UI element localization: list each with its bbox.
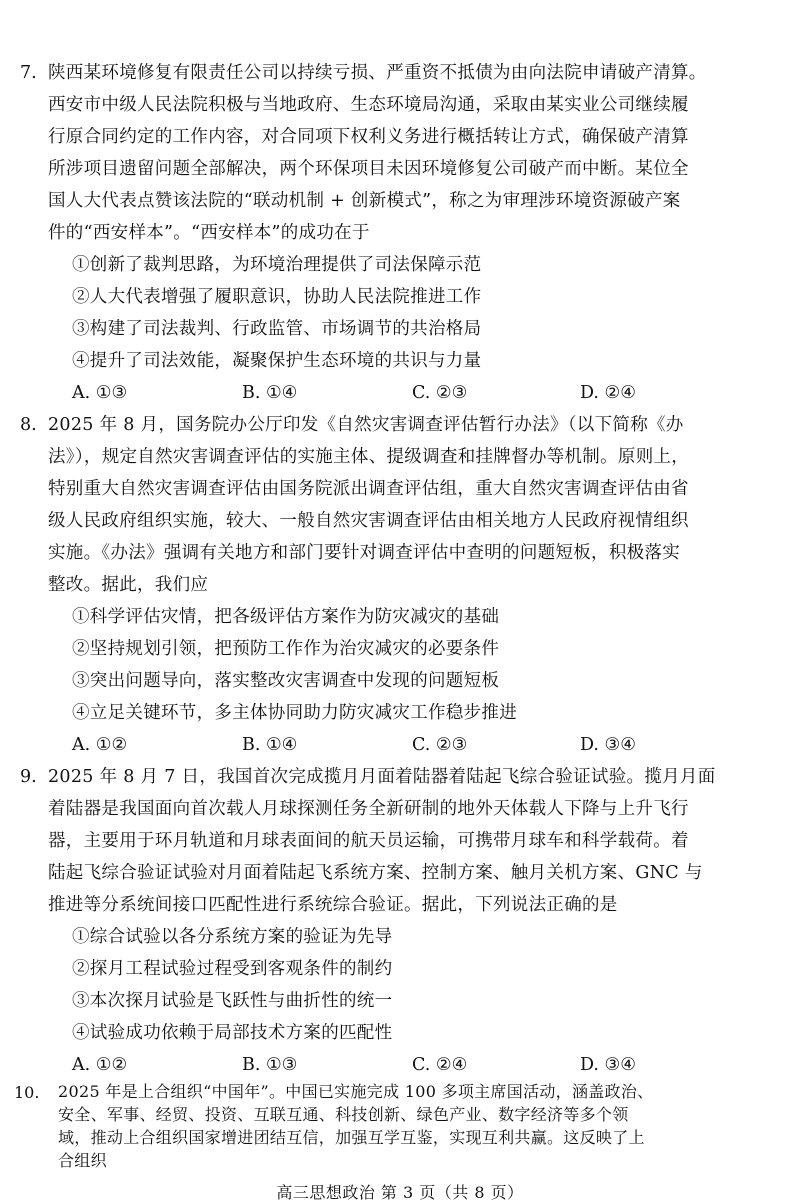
statement: ②探月工程试验过程受到客观条件的制约 xyxy=(72,959,393,979)
option-c: C. ②③ xyxy=(412,735,468,755)
answer-options xyxy=(72,1055,772,1075)
stem-line: 级人民政府组织实施，较大、一般自然灾害调查评估由相关地方人民政府视情组织 xyxy=(48,511,689,531)
stem-line: 陕西某环境修复有限责任公司以持续亏损、严重资不抵债为由向法院申请破产清算。 xyxy=(48,63,707,83)
stem-line: 西安市中级人民法院积极与当地政府、生态环境局沟通，采取由某实业公司继续履 xyxy=(48,95,689,115)
option-d: D. ③④ xyxy=(580,1055,636,1075)
statement: ④提升了司法效能，凝聚保护生态环境的共识与力量 xyxy=(72,351,482,371)
stem-line: 法》），规定自然灾害调查评估的实施主体、提级调查和挂牌督办等机制。原则上， xyxy=(48,447,690,467)
statement: ③本次探月试验是飞跃性与曲折性的统一 xyxy=(72,991,393,1011)
answer-options xyxy=(72,383,772,403)
option-a: A. ①② xyxy=(72,1055,128,1075)
statement: ①科学评估灾情，把各级评估方案作为防灾减灾的基础 xyxy=(72,607,500,627)
statement: ①创新了裁判思路，为环境治理提供了司法保障示范 xyxy=(72,255,482,275)
option-d: D. ②④ xyxy=(580,383,636,403)
statement: ③突出问题导向，落实整改灾害调查中发现的问题短板 xyxy=(72,671,500,691)
stem-line: 2025 年 8 月，国务院办公厅印发《自然灾害调查评估暂行办法》（以下简称《办 xyxy=(48,415,684,435)
stem-line: 器，主要用于环月轨道和月球表面间的航天员运输，可携带月球车和科学载荷。着 xyxy=(48,831,689,851)
answer-options xyxy=(72,735,772,755)
stem-line: 推进等分系统间接口匹配性进行系统综合验证。据此，下列说法正确的是 xyxy=(48,895,618,915)
option-b: B. ①④ xyxy=(242,735,298,755)
stem-line: 国人大代表点赞该法院的“联动机制 + 创新模式”，称之为审理涉环境资源破产案 xyxy=(48,191,681,211)
stem-line: 行原合同约定的工作内容，对合同项下权利义务进行概括转让方式，确保破产清算 xyxy=(48,127,689,147)
question-number: 8. xyxy=(20,415,37,435)
option-a: A. ①③ xyxy=(72,383,128,403)
stem-line: 安全、军事、经贸、投资、互联互通、科技创新、绿色产业、数字经济等多个领 xyxy=(58,1105,629,1124)
stem-line: 2025 年是上合组织“中国年”。中国已实施完成 100 多项主席国活动，涵盖政治、 xyxy=(58,1082,654,1101)
statement: ④立足关键环节，多主体协同助力防灾减灾工作稳步推进 xyxy=(72,703,517,723)
option-a: A. ①② xyxy=(72,735,128,755)
statement: ②人大代表增强了履职意识，协助人民法院推进工作 xyxy=(72,287,482,307)
stem-line: 陆起飞综合验证试验对月面着陆起飞系统方案、控制方案、触月关机方案、GNC 与 xyxy=(48,863,703,883)
stem-line: 特别重大自然灾害调查评估由国务院派出调查评估组，重大自然灾害调查评估由省 xyxy=(48,479,689,499)
stem-line: 着陆器是我国面向首次载人月球探测任务全新研制的地外天体载人下降与上升飞行 xyxy=(48,799,689,819)
stem-line: 件的“西安样本”。“西安样本”的成功在于 xyxy=(48,223,370,243)
option-c: C. ②④ xyxy=(412,1055,468,1075)
option-b: B. ①④ xyxy=(242,383,298,403)
option-b: B. ①③ xyxy=(242,1055,298,1075)
stem-line: 2025 年 8 月 7 日，我国首次完成揽月月面着陆器着陆起飞综合验证试验。揽月月面 xyxy=(48,767,716,787)
stem-line: 合组织 xyxy=(58,1151,107,1170)
page-footer: 高三思想政治 第 3 页（共 8 页） xyxy=(276,1183,524,1202)
option-d: D. ③④ xyxy=(580,735,636,755)
statement: ②坚持规划引领，把预防工作作为治灾减灾的必要条件 xyxy=(72,639,500,659)
statement: ①综合试验以各分系统方案的验证为先导 xyxy=(72,927,393,947)
question-number: 7. xyxy=(20,63,37,83)
statement: ③构建了司法裁判、行政监管、市场调节的共治格局 xyxy=(72,319,482,339)
stem-line: 域，推动上合组织国家增进团结互信，加强互学互鉴，实现互利共赢。这反映了上 xyxy=(58,1128,645,1147)
question-number: 10. xyxy=(14,1083,40,1102)
stem-line: 所涉项目遗留问题全部解决，两个环保项目未因环境修复公司破产而中断。某位全 xyxy=(48,159,689,179)
stem-line: 实施。《办法》强调有关地方和部门要针对调查评估中查明的问题短板，积极落实 xyxy=(48,543,681,563)
question-number: 9. xyxy=(20,767,37,787)
option-c: C. ②③ xyxy=(412,383,468,403)
stem-line: 整改。据此，我们应 xyxy=(48,575,209,595)
statement: ④试验成功依赖于局部技术方案的匹配性 xyxy=(72,1023,393,1043)
